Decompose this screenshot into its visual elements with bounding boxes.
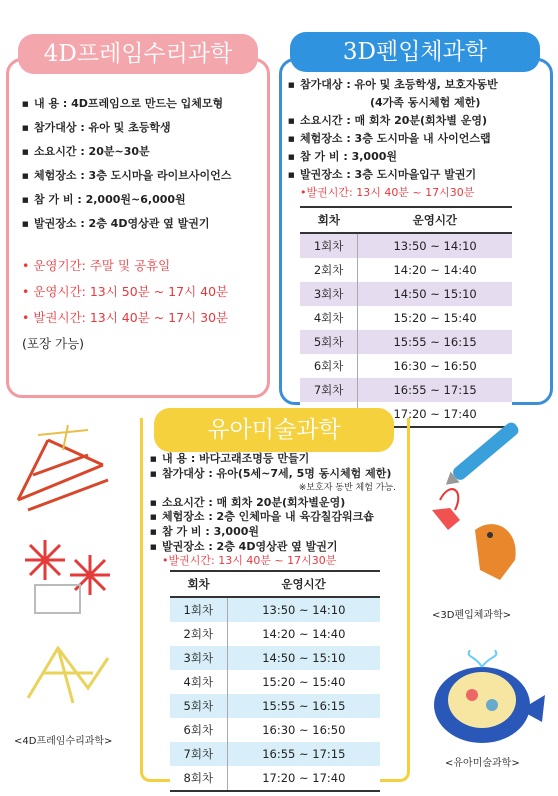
round-cell: 2회차	[300, 258, 358, 282]
info-item: ■ 참 가 비 : 3,000원	[288, 148, 544, 166]
round-cell: 6회차	[300, 354, 358, 378]
kids-art-info-list	[150, 452, 406, 569]
table-row	[170, 694, 380, 718]
info-item: (4가족 동시체험 제한)	[370, 96, 481, 109]
info-item: ■ 참가대상 : 유아 및 초등학생	[22, 120, 262, 144]
frame-science-info-list	[22, 96, 262, 240]
time-cell: 16:55 ~ 17:15	[227, 742, 380, 766]
time-cell: 14:50 ~ 15:10	[227, 646, 380, 670]
round-cell: 7회차	[300, 378, 358, 402]
round-cell: 5회차	[170, 694, 227, 718]
time-cell: 17:20 ~ 17:40	[358, 402, 512, 427]
time-cell: 14:50 ~ 15:10	[358, 282, 512, 306]
pen-model-image	[420, 420, 540, 600]
info-item: ■ 체험장소 : 3층 도시마을 라이브사이언스	[22, 168, 262, 192]
time-cell: 16:55 ~ 17:15	[358, 378, 512, 402]
table-row	[300, 378, 512, 402]
kids-art-title: 유아미술과학	[154, 408, 394, 452]
note-item: • 운영기간: 주말 및 공휴일	[22, 258, 171, 273]
pen-science-info-list	[288, 76, 544, 202]
note-item: • 발권시간: 13시 40분 ~ 17시 30분	[22, 310, 229, 325]
info-item: ■ 참 가 비 : 2,000원~6,000원	[22, 192, 262, 216]
column-header: 운영시간	[227, 571, 380, 597]
time-cell: 15:20 ~ 15:40	[358, 306, 512, 330]
time-cell: 13:50 ~ 14:10	[227, 597, 380, 622]
info-item: ■ 소요시간 : 20분~30분	[22, 144, 262, 168]
info-item: ■ 발권장소 : 3층 도시마을입구 발권기	[288, 166, 544, 184]
note-item: • 운영시간: 13시 50분 ~ 17시 40분	[22, 284, 229, 299]
info-item: ■ 소요시간 : 매 회차 20분(회차별 운영)	[288, 112, 544, 130]
round-cell: 8회차	[170, 766, 227, 791]
time-cell: 14:20 ~ 14:40	[358, 258, 512, 282]
info-item: ■ 체험장소 : 3층 도시마을 내 사이언스랩	[288, 130, 544, 148]
frame-model-image	[18, 628, 118, 708]
table-row	[170, 718, 380, 742]
info-item: ■ 발권장소 : 2층 4D영상관 옆 발권기	[150, 540, 406, 555]
table-row	[300, 258, 512, 282]
ticket-time: •발권시간: 13시 40분 ~ 17시30분	[162, 554, 337, 568]
column-header: 회차	[170, 571, 227, 597]
table-row	[170, 597, 380, 622]
round-cell: 1회차	[170, 597, 227, 622]
table-row	[300, 330, 512, 354]
info-item: ■ 체험장소 : 2층 인체마을 내 육감칠감워크숍	[150, 510, 406, 525]
table-row	[170, 646, 380, 670]
whale-lamp-image	[420, 650, 550, 750]
column-header: 회차	[300, 207, 358, 233]
pen-model-caption: <3D펜입체과학>	[432, 610, 512, 621]
round-cell: 1회차	[300, 233, 358, 258]
table-row	[170, 622, 380, 646]
round-cell: 2회차	[170, 622, 227, 646]
time-cell: 13:50 ~ 14:10	[358, 233, 512, 258]
table-row	[300, 306, 512, 330]
time-cell: 16:30 ~ 16:50	[358, 354, 512, 378]
table-row	[170, 742, 380, 766]
table-row	[170, 670, 380, 694]
pen-science-title: 3D펜입체과학	[290, 32, 540, 72]
time-cell: 15:20 ~ 15:40	[227, 670, 380, 694]
round-cell: 5회차	[300, 330, 358, 354]
round-cell: 3회차	[170, 646, 227, 670]
table-row	[170, 766, 380, 791]
kids-art-schedule-table	[170, 570, 380, 792]
info-item: ■ 참가대상 : 유아(5세~7세, 5명 동시체험 제한)	[150, 467, 406, 482]
ticket-time: •발권시간: 13시 40분 ~ 17시30분	[300, 186, 475, 199]
pen-science-schedule-table	[300, 206, 512, 428]
note-item: (포장 가능)	[22, 336, 85, 351]
info-item: ■ 발권장소 : 2층 4D영상관 옆 발권기	[22, 216, 262, 240]
info-item: ※보호자 동반 체험 가능.	[298, 483, 396, 494]
round-cell: 3회차	[300, 282, 358, 306]
frame-science-title: 4D프레임수리과학	[18, 34, 258, 74]
info-item: ■ 내 용 : 4D프레임으로 만드는 입체모형	[22, 96, 262, 120]
info-item: ■ 참가대상 : 유아 및 초등학생, 보호자동반	[288, 76, 544, 94]
time-cell: 17:20 ~ 17:40	[227, 766, 380, 791]
frame-model-caption: <4D프레임수리과학>	[14, 736, 113, 747]
time-cell: 15:55 ~ 16:15	[358, 330, 512, 354]
column-header: 운영시간	[358, 207, 512, 233]
time-cell: 14:20 ~ 14:40	[227, 622, 380, 646]
frame-science-notes	[22, 258, 262, 362]
time-cell: 15:55 ~ 16:15	[227, 694, 380, 718]
time-cell: 16:30 ~ 16:50	[227, 718, 380, 742]
table-row	[300, 354, 512, 378]
table-row	[300, 233, 512, 258]
info-item: ■ 참 가 비 : 3,000원	[150, 525, 406, 540]
round-cell: 4회차	[170, 670, 227, 694]
whale-lamp-caption: <유아미술과학>	[445, 758, 520, 769]
round-cell: 7회차	[170, 742, 227, 766]
frame-model-image	[8, 420, 118, 520]
round-cell: 4회차	[300, 306, 358, 330]
frame-model-image	[15, 530, 115, 620]
info-item: ■ 내 용 : 바다고래조명등 만들기	[150, 452, 406, 467]
info-item: ■ 소요시간 : 매 회차 20분(회차별운영)	[150, 496, 406, 511]
round-cell: 6회차	[170, 718, 227, 742]
table-row	[300, 282, 512, 306]
